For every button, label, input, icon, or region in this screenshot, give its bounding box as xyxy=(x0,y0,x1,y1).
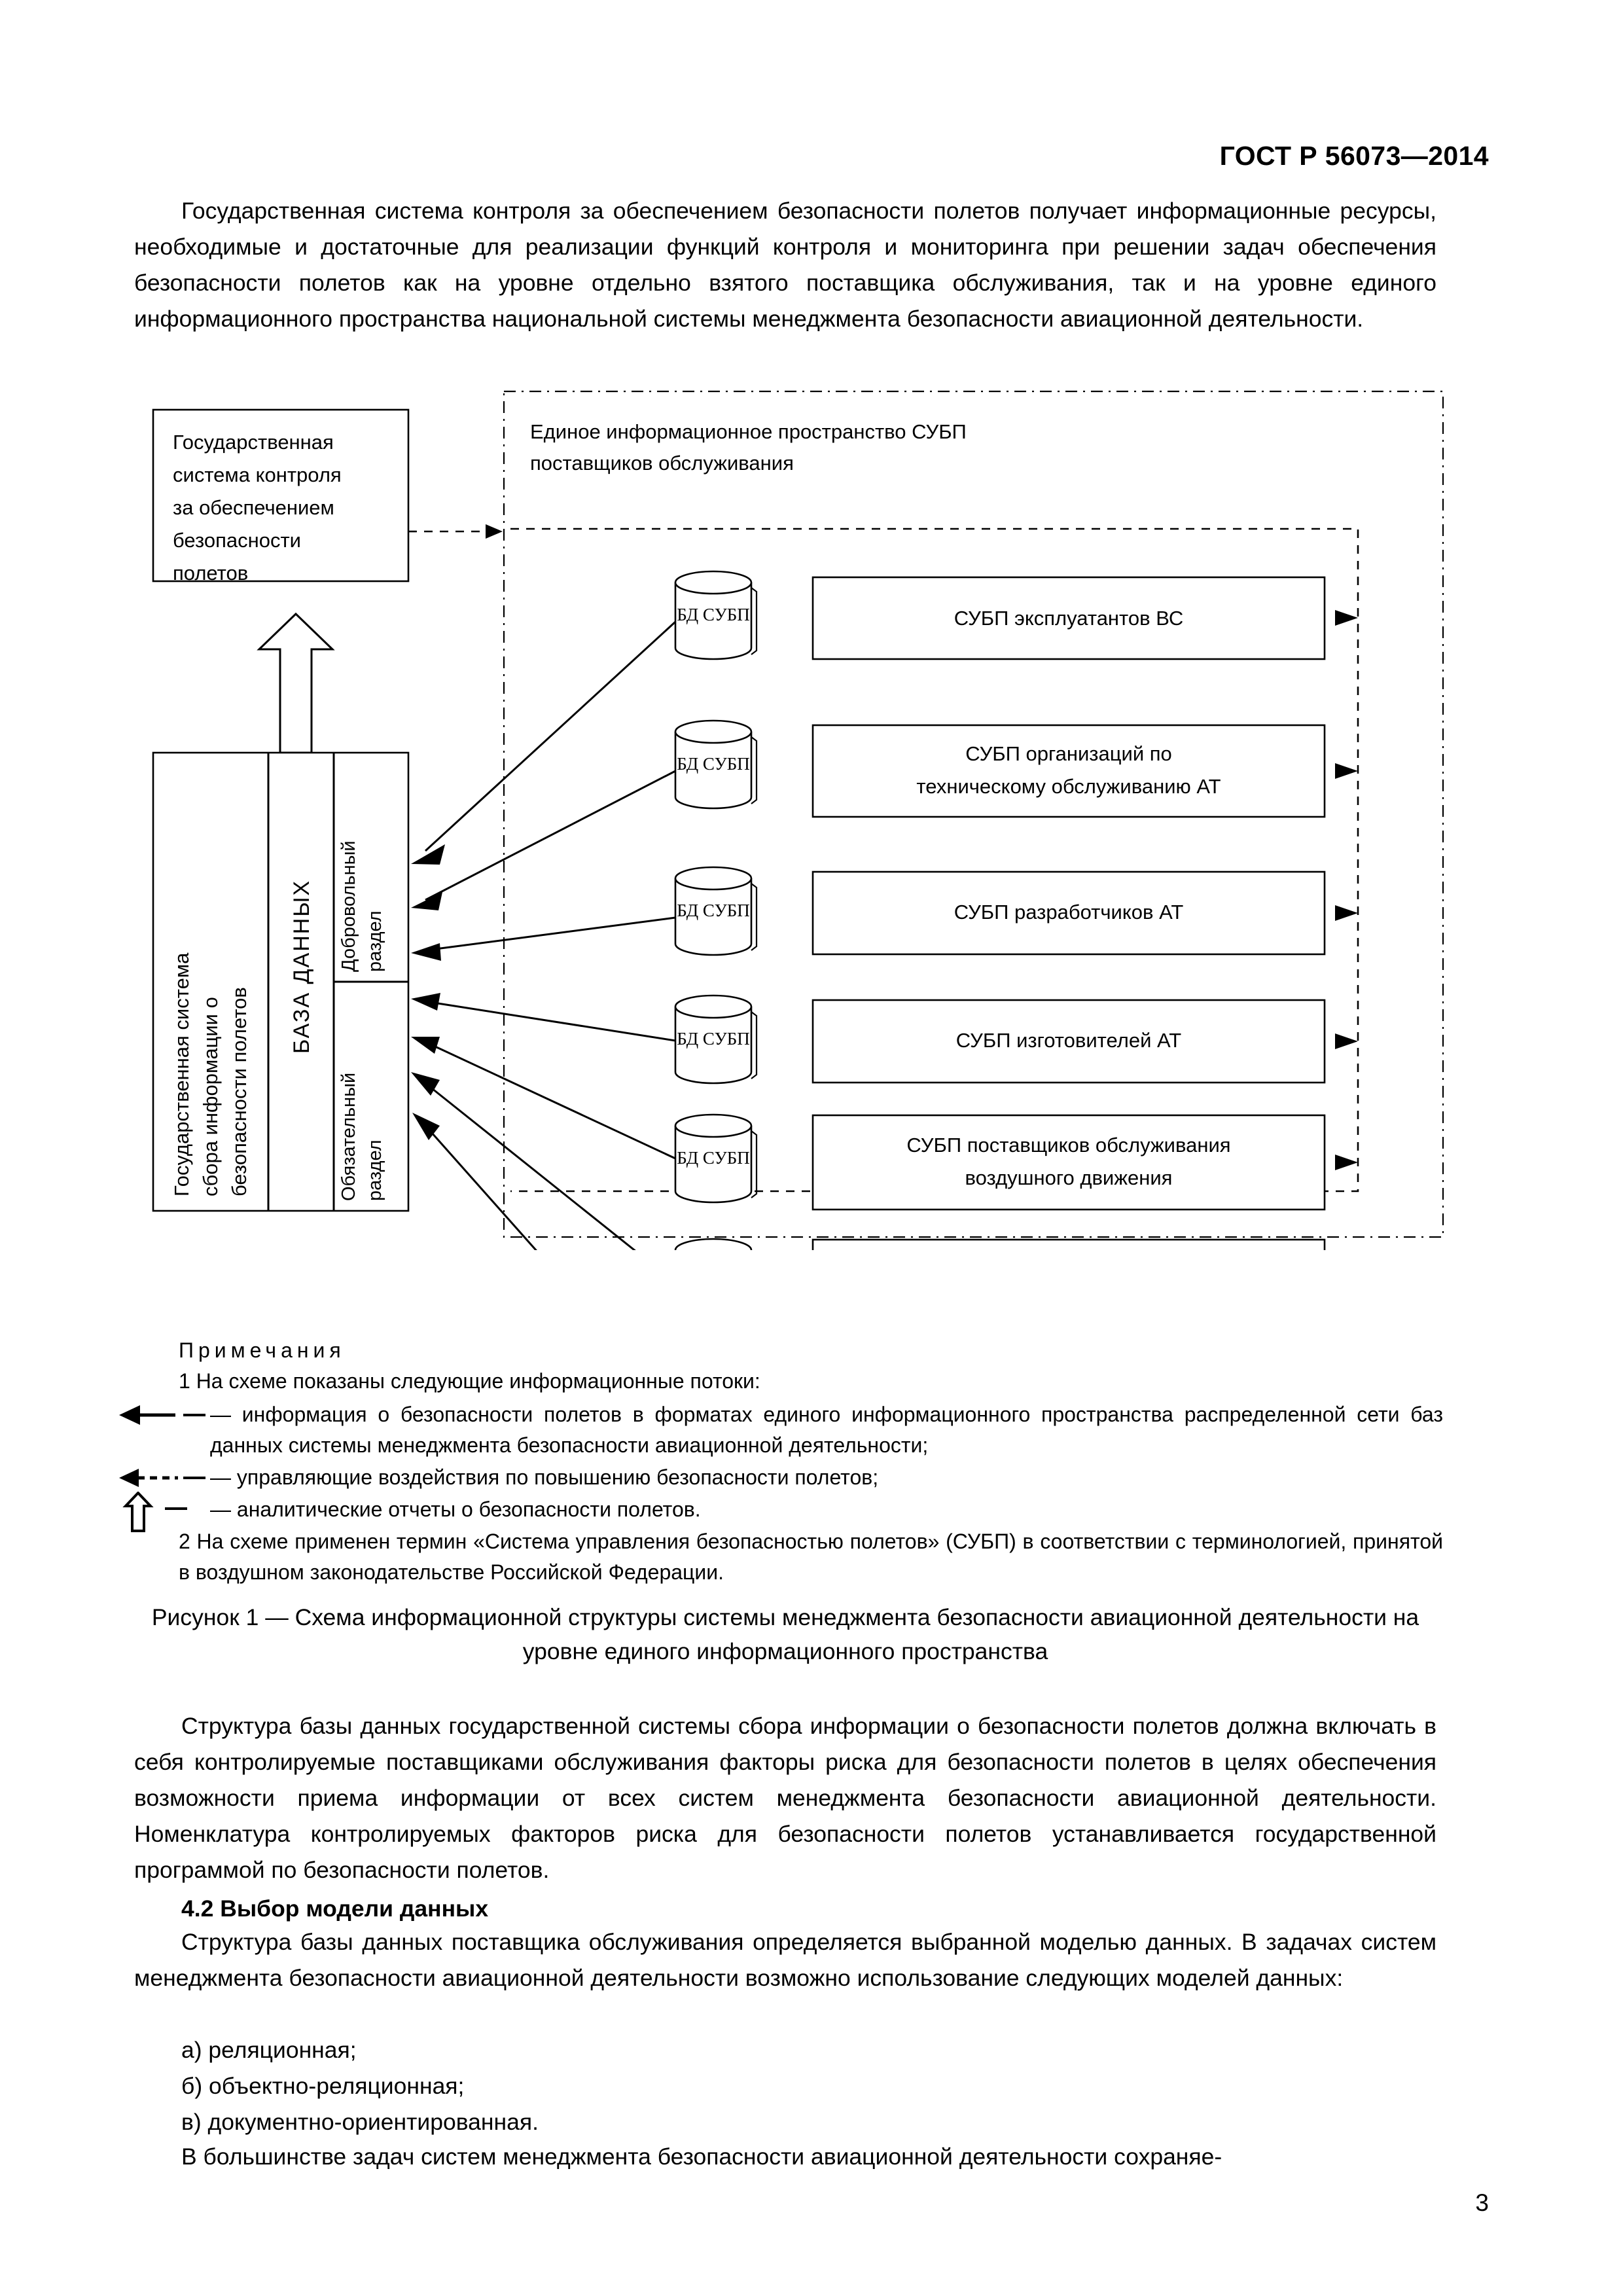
body-paragraph-3 xyxy=(134,2139,1450,2175)
db-cylinder-label-4: БД СУБП xyxy=(677,1029,750,1049)
notes-block xyxy=(167,1335,1443,1588)
db-cylinder-label-2: БД СУБП xyxy=(677,754,750,774)
smx-row-6 xyxy=(675,1239,1358,1250)
intro-paragraph-text: Государственная система контроля за обеспечением безопасности полетов получает информационные ресурсы, необходимые и достаточные для реализации функций контроля и мониторинга при решении задач обеспечения безопасности полетов как на уровне отдельно взятого поставщика обслуживания, так и на уровне единого информационного пространства национальной системы менеджмента безопасности авиационной деятельности. xyxy=(134,198,1436,332)
notes-title: Примечания xyxy=(179,1338,346,1362)
db-cylinder-label-1: БД СУБП xyxy=(677,605,750,624)
smx-box-label-5-line2: воздушного движения xyxy=(965,1166,1173,1189)
body-paragraph-2 xyxy=(134,1924,1436,1996)
control-arrowhead-5 xyxy=(1335,1155,1358,1170)
body-paragraph-2-text: Структура базы данных поставщика обслуживания определяется выбранной моделью данных. В задачах систем менеджмента безопасности авиационной деятельности возможно использование следующих моделей данных: xyxy=(134,1929,1436,1991)
control-arrowhead-1 xyxy=(1335,610,1358,626)
info-arrow-line-7 xyxy=(427,1127,675,1250)
smx-box-label-2-line2: техническому обслуживанию АТ xyxy=(916,775,1221,798)
voluntary-section-label-line1: Добровольный xyxy=(338,840,359,972)
smx-box-label-3: СУБП разработчиков АТ xyxy=(954,901,1184,924)
db-cylinder-top-3 xyxy=(675,867,751,889)
db-cylinder-top-4 xyxy=(675,996,751,1018)
svg-text:полетов: полетов xyxy=(173,562,249,584)
section-heading-4-2: 4.2 Выбор модели данных xyxy=(181,1895,489,1922)
smx-box-label-1: СУБП эксплуатантов ВС xyxy=(954,607,1184,630)
info-arrow-line-2 xyxy=(425,771,675,900)
solid-arrow-icon xyxy=(118,1399,209,1430)
legend-text-hollow: — аналитические отчеты о безопасности полетов. xyxy=(210,1498,701,1521)
db-cylinder-top-5 xyxy=(675,1115,751,1137)
svg-text:за обеспечением: за обеспечением xyxy=(173,496,334,519)
control-arrowhead-2 xyxy=(1335,763,1358,779)
collection-system-label-line3: безопасности полетов xyxy=(228,987,251,1196)
smx-box-label-4: СУБП изготовителей АТ xyxy=(955,1029,1182,1052)
unified-space-title-line1: Единое информационное пространство СУБП xyxy=(530,420,967,443)
voluntary-section-label-line2: раздел xyxy=(365,910,385,972)
legend-text-solid: — информация о безопасности полетов в форматах единого информационного пространства распределенной сети баз данных системы менеджмента безопасности авиационной деятельности; xyxy=(210,1403,1443,1457)
legend-row-dashed xyxy=(167,1462,1443,1493)
intro-paragraph xyxy=(134,193,1436,337)
db-cylinder-top-2 xyxy=(675,721,751,743)
info-arrow-line-5 xyxy=(425,1042,675,1158)
control-arrowhead-3 xyxy=(1335,905,1358,921)
notes-item-1-intro: 1 На схеме показаны следующие информационные потоки: xyxy=(179,1369,760,1393)
smx-box-label-5-line1: СУБП поставщиков обслуживания xyxy=(906,1134,1231,1157)
database-label: БАЗА ДАННЫХ xyxy=(289,879,314,1054)
body-paragraph-1 xyxy=(134,1708,1436,1888)
hollow-block-arrow-icon xyxy=(118,1494,209,1525)
smx-box-6 xyxy=(813,1240,1325,1250)
standard-number-header: ГОСТ Р 56073—2014 xyxy=(1219,141,1489,171)
body-paragraph-1-text: Структура базы данных государственной системы сбора информации о безопасности полетов должна включать в себя контролируемые поставщиками обслуживания факторы риска для безопасности полетов в целях обеспечения возможности приема информации от всех систем менеджмента безопасности авиационной деятельности. Номенклатура контролируемых факторов риска для безопасности полетов устанавливается государственной программой по безопасности полетов. xyxy=(134,1713,1436,1883)
smx-row-3 xyxy=(675,867,1358,955)
db-cylinder-label-5: БД СУБП xyxy=(677,1148,750,1168)
info-arrow-head-2 xyxy=(411,892,442,910)
smx-box-2 xyxy=(813,725,1325,817)
smx-box-label-2-line1: СУБП организаций по xyxy=(965,742,1172,765)
info-arrow-head-5 xyxy=(411,1037,440,1054)
smx-box-5 xyxy=(813,1115,1325,1210)
list-item-a: а) реляционная; xyxy=(181,2037,357,2063)
dashed-arrow-icon xyxy=(118,1462,209,1493)
control-flow-arrowhead xyxy=(486,524,503,539)
control-arrowhead-4 xyxy=(1335,1033,1358,1049)
collection-system-label-line2: сбора информации о xyxy=(199,997,222,1196)
info-arrow-head-4 xyxy=(411,993,440,1011)
mandatory-section-label-line2: раздел xyxy=(365,1139,385,1201)
legend-row-solid xyxy=(167,1399,1443,1461)
legend-row-hollow xyxy=(167,1494,1443,1525)
collection-system-label-line1: Государственная система xyxy=(170,952,193,1196)
db-cylinder-label-3: БД СУБП xyxy=(677,901,750,920)
smx-row-4 xyxy=(675,996,1358,1083)
smx-row-2 xyxy=(675,721,1358,817)
info-arrow-line-3 xyxy=(425,918,675,950)
list-item-b: б) объектно-реляционная; xyxy=(181,2073,465,2099)
information-flow-arrows xyxy=(411,622,675,1250)
figure-1-diagram xyxy=(144,386,1459,1250)
svg-text:Государственная: Государственная xyxy=(173,431,334,454)
db-cylinder-top-6 xyxy=(675,1239,751,1250)
smx-row-5 xyxy=(675,1115,1358,1210)
smx-row-1 xyxy=(675,571,1358,659)
body-paragraph-3-text: В большинстве задач систем менеджмента безопасности авиационной деятельности сохраняе- xyxy=(181,2144,1222,2170)
db-cylinder-top-1 xyxy=(675,571,751,594)
unified-space-title-line2: поставщиков обслуживания xyxy=(530,452,794,475)
notes-item-2: 2 На схеме применен термин «Система управления безопасностью полетов» (СУБП) в соответствии с терминологией, принятой в воздушном законодательстве Российской Федерации. xyxy=(179,1530,1443,1584)
svg-text:система контроля: система контроля xyxy=(173,463,342,486)
mandatory-section-label-line1: Обязательный xyxy=(338,1072,359,1201)
analytical-report-hollow-arrow xyxy=(259,614,332,753)
legend-text-dashed: — управляющие воздействия по повышению безопасности полетов; xyxy=(210,1465,879,1489)
list-item-c: в) документно-ориентированная. xyxy=(181,2109,539,2135)
info-arrow-head-3 xyxy=(411,943,441,961)
figure-caption: Рисунок 1 — Схема информационной структуры системы менеджмента безопасности авиационной деятельности на уровне единого информационного пространства xyxy=(151,1604,1419,1664)
info-arrow-line-4 xyxy=(425,1001,675,1041)
data-model-list xyxy=(134,2032,1436,2140)
page-number: 3 xyxy=(1475,2189,1489,2216)
info-arrow-line-1 xyxy=(425,622,675,851)
svg-text:безопасности: безопасности xyxy=(173,529,301,552)
